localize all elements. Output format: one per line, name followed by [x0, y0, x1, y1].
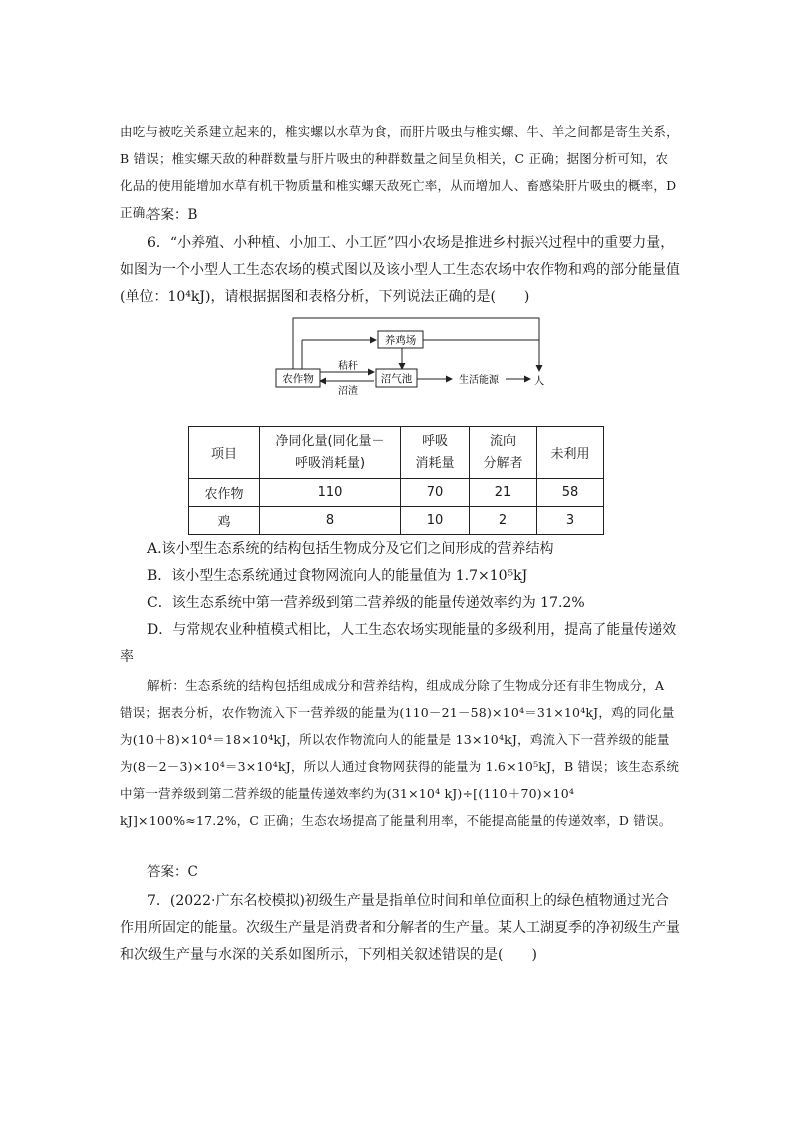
table-cell: 58: [537, 479, 604, 507]
option-d: D．与常规农业种植模式相比，人工生态农场实现能量的多级利用，提高了能量传递效率: [120, 622, 677, 665]
table-row: [189, 507, 604, 535]
edge-straw-label: 秸秆: [338, 361, 358, 372]
table-cell: 农作物: [189, 479, 260, 507]
table-cell: 鸡: [189, 507, 260, 535]
prev-answer: 答案：B: [147, 207, 198, 223]
node-biogas-pool-label: 沼气池: [380, 373, 413, 385]
edge-residue-label: 沼渣: [338, 386, 358, 397]
table-header-cell: 未利用: [537, 427, 604, 479]
option-c: C．该生态系统中第一营养级到第二营养级的能量传递效率约为 17.2%: [147, 595, 585, 611]
prev-explanation: 由吃与被吃关系建立起来的，椎实螺以水草为食，而肝片吸虫与椎实螺、牛、羊之间都是寄生关系，B 错误；椎实螺天敌的种群数量与肝片吸虫的种群数量之间呈负相关，C 正确；据图分析可知，农化品的使用能增加水草有机干物质量和椎实螺天敌死亡率，从而增加人、畜感染肝片吸虫的概率，D 正确。: [120, 124, 679, 220]
table-cell: 2: [470, 507, 537, 535]
question-6-explanation: 解析：生态系统的结构包括组成成分和营养结构，组成成分除了生物成分还有非生物成分，A 错误；据表分析，农作物流入下一营养级的能量为(110－21－58)×10⁴＝31×10⁴kJ，鸡的同化量为(10＋8)×10⁴＝18×10⁴kJ，所以农作物流向人的能量是 13×10⁴kJ，鸡流入下一营养级的能量为(8－2－3)×10⁴＝3×10⁴kJ，所以人通过食物网获得的能量为 1.6×10⁵kJ，B 错误；该生态系统中第一营养级到第二营养级的能量传递效率约为(31×10⁴ kJ)÷[(110＋70)×10⁴ kJ]×100%≈17.2%，C 正确；生态农场提高了能量利用率，不能提高能量的传递效率，D 错误。: [120, 678, 680, 828]
question-6-answer: 答案：C: [147, 864, 198, 880]
table-cell: 110: [260, 479, 401, 507]
table-cell: 70: [401, 479, 470, 507]
question-6-stem: 6．“小养殖、小种植、小加工、小工匠”四小农场是推进乡村振兴过程中的重要力量，如图为一个小型人工生态农场的模式图以及该小型人工生态农场中农作物和鸡的部分能量值(单位：10⁴kJ)，请根据据图和表格分析，下列说法正确的是( ): [120, 235, 680, 305]
option-b: B．该小型生态系统通过食物网流向人的能量值为 1.7×10⁵kJ: [147, 568, 528, 584]
node-crop-label: 农作物: [282, 373, 314, 385]
table-cell: 21: [470, 479, 537, 507]
table-row: [189, 479, 604, 507]
question-7-stem: 7．(2022·广东名校模拟)初级生产量是指单位时间和单位面积上的绿色植物通过光合作用所固定的能量。次级生产量是消费者和分解者的生产量。某人工湖夏季的净初级生产量和次级生产量与水深的关系如图所示，下列相关叙述错误的是( ): [120, 893, 680, 963]
node-chicken-farm-label: 养鸡场: [384, 334, 417, 347]
table-header-cell: 净同化量(同化量－ 呼吸消耗量): [260, 427, 401, 479]
table-header-cell: 项目: [189, 427, 260, 479]
table-header-cell: 流向 分解者: [470, 427, 537, 479]
table-header-row: [189, 427, 604, 479]
energy-table: [188, 426, 604, 535]
table-cell: 3: [537, 507, 604, 535]
table-header-cell: 呼吸 消耗量: [401, 427, 470, 479]
node-person-label: 人: [533, 375, 545, 387]
table-cell: 10: [401, 507, 470, 535]
option-a: A.该小型生态系统的结构包括生物成分及它们之间形成的营养结构: [147, 541, 554, 557]
node-energy-label: 生活能源: [459, 375, 499, 386]
table-cell: 8: [260, 507, 401, 535]
ecology-farm-diagram: [272, 313, 572, 398]
